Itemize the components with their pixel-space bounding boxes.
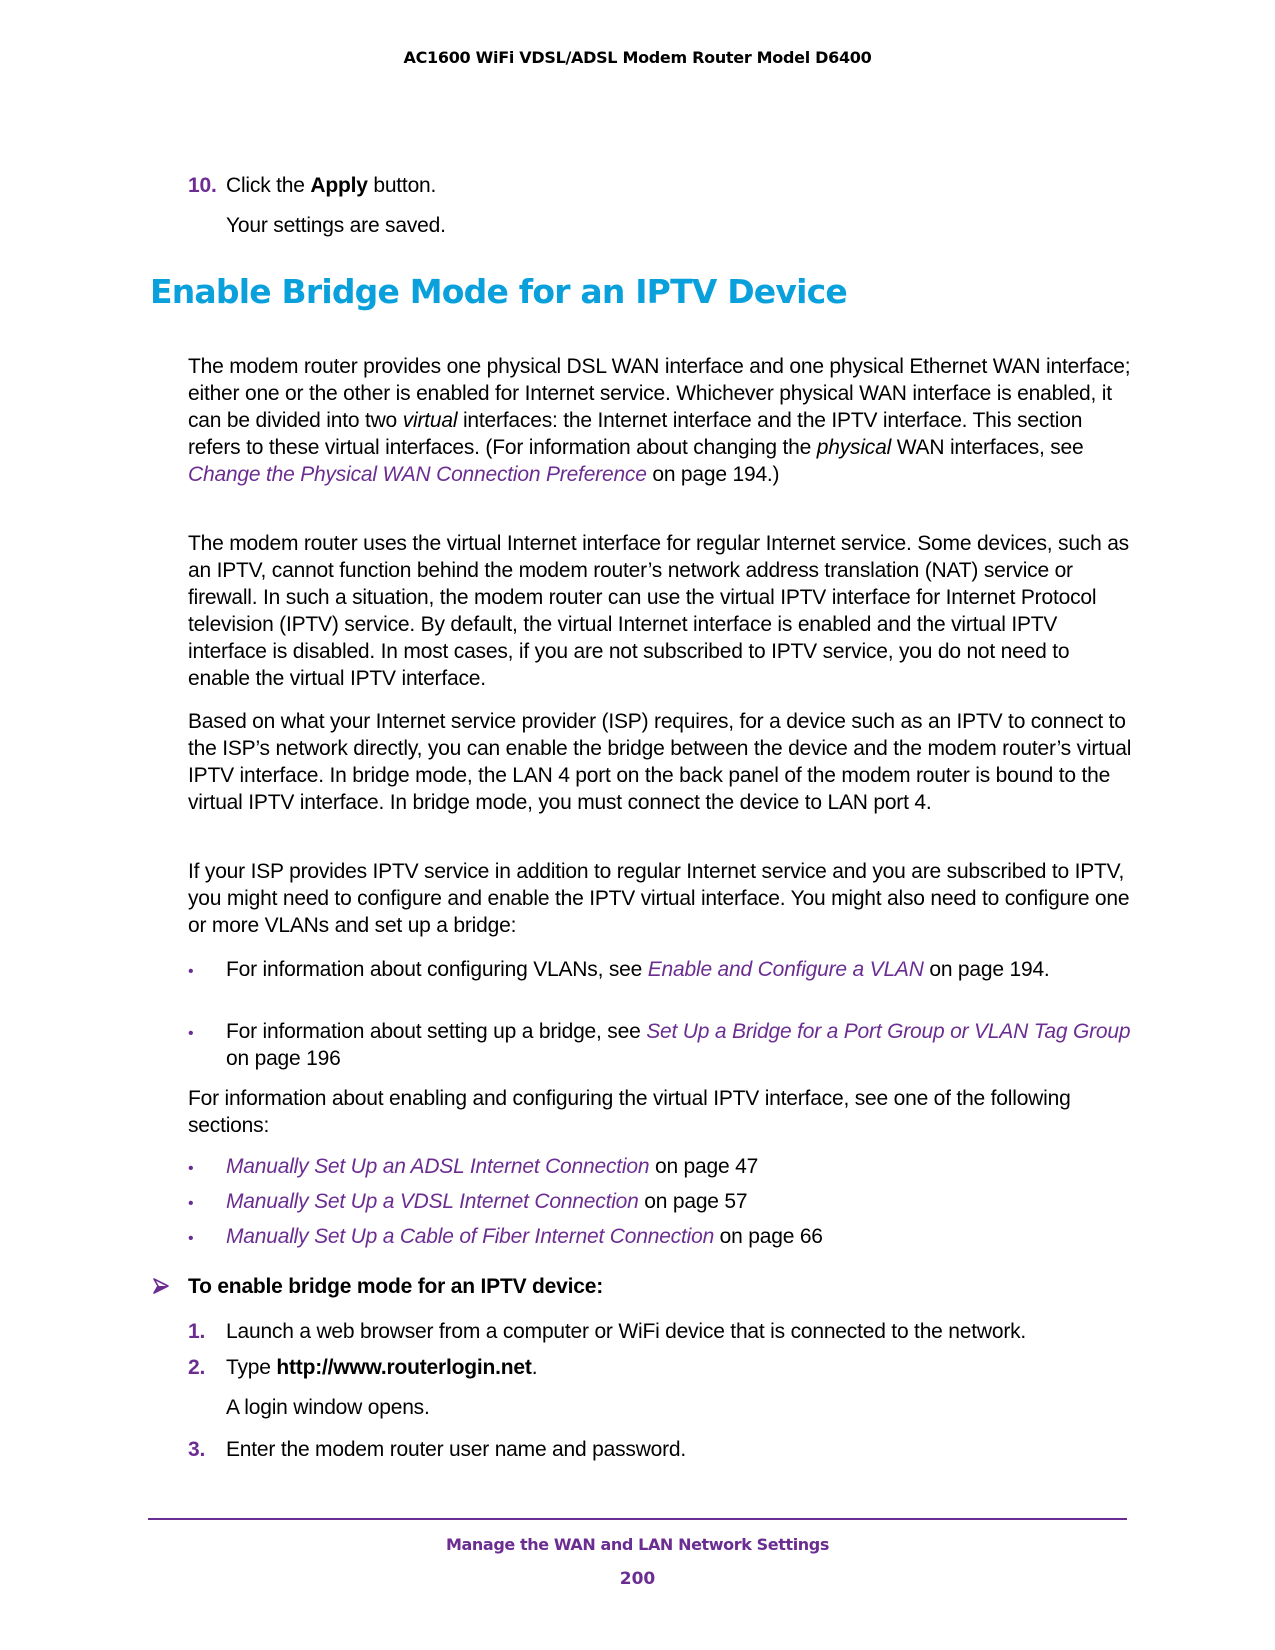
paragraph-1 — [188, 353, 1133, 488]
procedure-title: To enable bridge mode for an IPTV device: — [188, 1275, 603, 1298]
p1-em-virtual: virtual — [402, 409, 458, 432]
router-url: http://www.routerlogin.net — [276, 1356, 532, 1379]
bullet-icon: • — [188, 1160, 194, 1177]
running-header: AC1600 WiFi VDSL/ADSL Modem Router Model D6400 — [403, 48, 872, 67]
link-enable-configure-vlan[interactable]: Enable and Configure a VLAN — [647, 958, 924, 981]
list-item-text-a: For information about configuring VLANs, see — [226, 958, 648, 981]
paragraph-2: The modem router uses the virtual Internet interface for regular Internet service. Some devices, such as an IPTV, cannot function behind the modem router’s network address translation (NAT) service or firewall. In such a situation, the modem router can use the virtual IPTV interface for Internet Protocol television (IPTV) service. By default, the virtual Internet interface is enabled and the virtual IPTV interface is disabled. In most cases, if you are not subscribed to IPTV service, you do not need to enable the virtual IPTV interface. — [188, 532, 1129, 690]
step-number: 10. — [188, 174, 217, 197]
link-cable-fiber-connection[interactable]: Manually Set Up a Cable of Fiber Internet Connection — [226, 1225, 715, 1248]
list-item-text-b: on page 66 — [714, 1225, 823, 1248]
step-number: 2. — [188, 1356, 206, 1379]
list-item-text — [226, 1188, 1136, 1215]
p1-c: WAN interfaces, see — [891, 436, 1084, 459]
link-set-up-bridge[interactable]: Set Up a Bridge for a Port Group or VLAN Tag Group — [646, 1020, 1131, 1043]
step-text-a: Type — [226, 1356, 277, 1379]
step-number: 1. — [188, 1320, 206, 1343]
footer-divider — [148, 1518, 1127, 1520]
list-item-text — [226, 956, 1136, 983]
step-result: Your settings are saved. — [226, 214, 446, 237]
paragraph-3: Based on what your Internet service provider (ISP) requires, for a device such as an IPTV to connect to the ISP’s network directly, you can enable the bridge between the device and the modem router’s virtual IPTV interface. In bridge mode, the LAN 4 port on the back panel of the modem router is bound to the virtual IPTV interface. In bridge mode, you must connect the device to LAN port 4. — [188, 710, 1132, 814]
page-number: 200 — [619, 1569, 656, 1589]
step-result: A login window opens. — [226, 1396, 430, 1419]
arrow-right-icon — [152, 1277, 170, 1295]
footer-chapter-title: Manage the WAN and LAN Network Settings — [446, 1535, 829, 1554]
list-item-text-b: on page 47 — [649, 1155, 759, 1178]
step-text-b: button. — [367, 174, 437, 197]
step-number: 3. — [188, 1438, 206, 1461]
p1-b: interfaces: the Internet interface and the IPTV interface. This section refers to these virtual interfaces. (For information about changing the — [188, 409, 1083, 459]
list-item-text — [226, 1153, 1136, 1180]
list-item-text — [226, 1223, 1136, 1250]
list-item-text-b: on page 196 — [226, 1047, 341, 1070]
bullet-icon: • — [188, 963, 194, 980]
bullet-icon: • — [188, 1025, 194, 1042]
p1-d: on page 194.) — [646, 463, 780, 486]
step-text-b: . — [531, 1356, 538, 1379]
bullet-icon: • — [188, 1195, 194, 1212]
link-change-physical-wan[interactable]: Change the Physical WAN Connection Preference — [188, 463, 647, 486]
step-text — [226, 1354, 1146, 1381]
apply-label: Apply — [310, 174, 368, 197]
p1-em-physical: physical — [816, 436, 892, 459]
section-title: Enable Bridge Mode for an IPTV Device — [150, 272, 847, 311]
paragraph-4: If your ISP provides IPTV service in addition to regular Internet service and you are subscribed to IPTV, you might need to configure and enable the IPTV virtual interface. You might also need to configure one or more VLANs and set up a bridge: — [188, 860, 1130, 937]
bullet-icon: • — [188, 1230, 194, 1247]
step-text: Enter the modem router user name and password. — [226, 1438, 687, 1461]
list-item-text — [226, 1018, 1136, 1072]
paragraph-5: For information about enabling and configuring the virtual IPTV interface, see one of the following sections: — [188, 1087, 1071, 1137]
link-vdsl-connection[interactable]: Manually Set Up a VDSL Internet Connection — [226, 1190, 639, 1213]
step-text-a: Click the — [226, 174, 311, 197]
p1-a: The modem router provides one physical DSL WAN interface and one physical Ethernet WAN interface; either one or the other is enabled for Internet service. Whichever physical WAN interface is enabled, it can be divided into two — [188, 355, 1131, 432]
list-item-text-b: on page 57 — [638, 1190, 748, 1213]
link-adsl-connection[interactable]: Manually Set Up an ADSL Internet Connection — [226, 1155, 650, 1178]
step-text: Launch a web browser from a computer or WiFi device that is connected to the network. — [226, 1320, 1027, 1343]
list-item-text-b: on page 194. — [923, 958, 1050, 981]
step-text — [226, 172, 1146, 199]
list-item-text-a: For information about setting up a bridge, see — [226, 1020, 647, 1043]
